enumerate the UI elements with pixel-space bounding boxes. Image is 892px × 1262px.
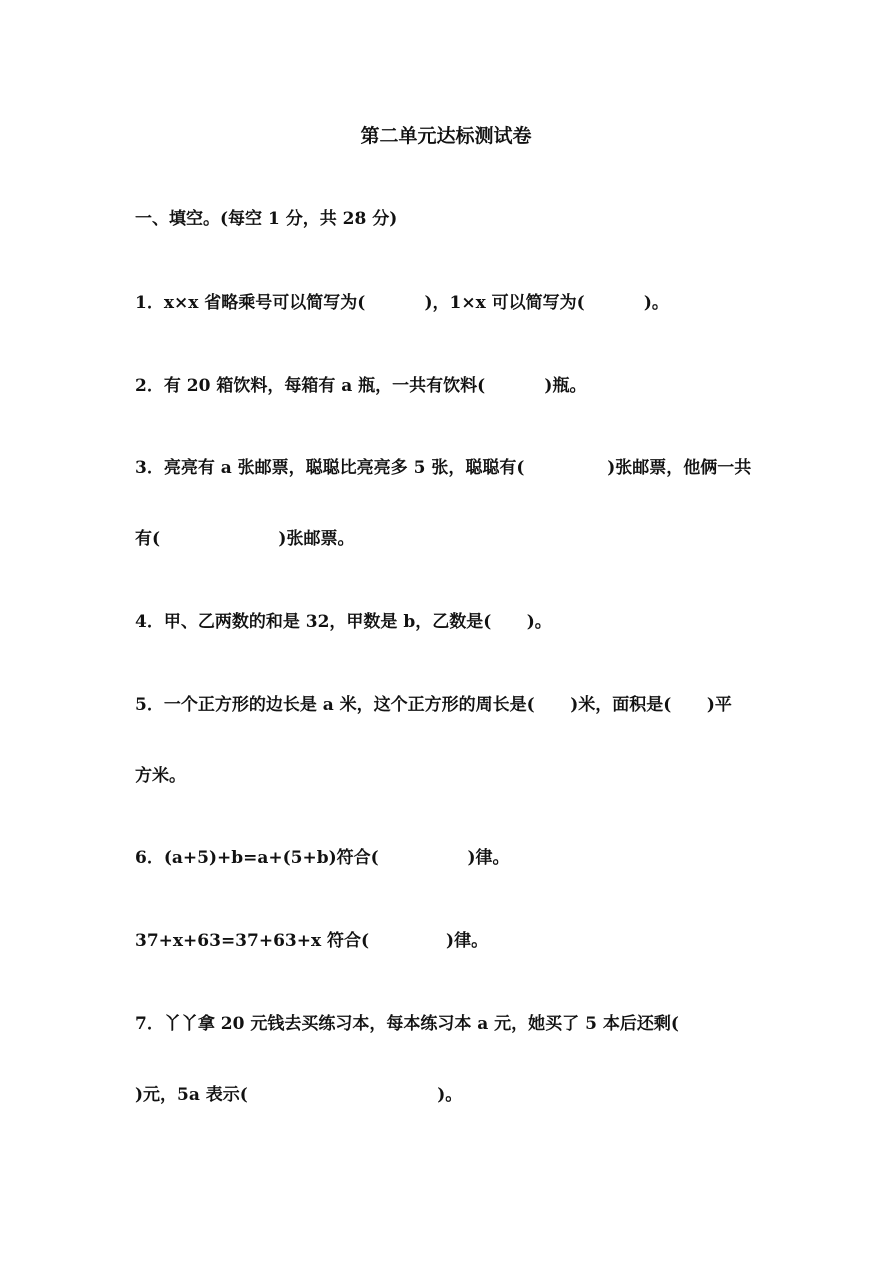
question-line: 有( )张邮票。 xyxy=(135,529,355,549)
question-line: 3．亮亮有 a 张邮票，聪聪比亮亮多 5 张，聪聪有( )张邮票，他俩一共 xyxy=(135,458,752,478)
question-line: 2．有 20 箱饮料，每箱有 a 瓶，一共有饮料( )瓶。 xyxy=(135,376,587,396)
section-heading: 一、填空。(每空 1 分，共 28 分) xyxy=(135,209,398,229)
question-line: 4．甲、乙两数的和是 32，甲数是 b，乙数是( )。 xyxy=(135,612,552,632)
question-line: 7．丫丫拿 20 元钱去买练习本，每本练习本 a 元，她买了 5 本后还剩( xyxy=(135,1014,679,1034)
question-line: 5．一个正方形的边长是 a 米，这个正方形的周长是( )米，面积是( )平 xyxy=(135,695,732,715)
question-line: )元，5a 表示( )。 xyxy=(135,1085,463,1105)
question-line: 1．x×x 省略乘号可以简写为( )，1×x 可以简写为( )。 xyxy=(135,293,669,313)
page-title: 第二单元达标测试卷 xyxy=(360,125,532,147)
question-line: 37+x+63=37+63+x 符合( )律。 xyxy=(135,931,489,951)
question-line: 6．(a+5)+b=a+(5+b)符合( )律。 xyxy=(135,848,510,868)
question-line: 方米。 xyxy=(135,766,186,786)
